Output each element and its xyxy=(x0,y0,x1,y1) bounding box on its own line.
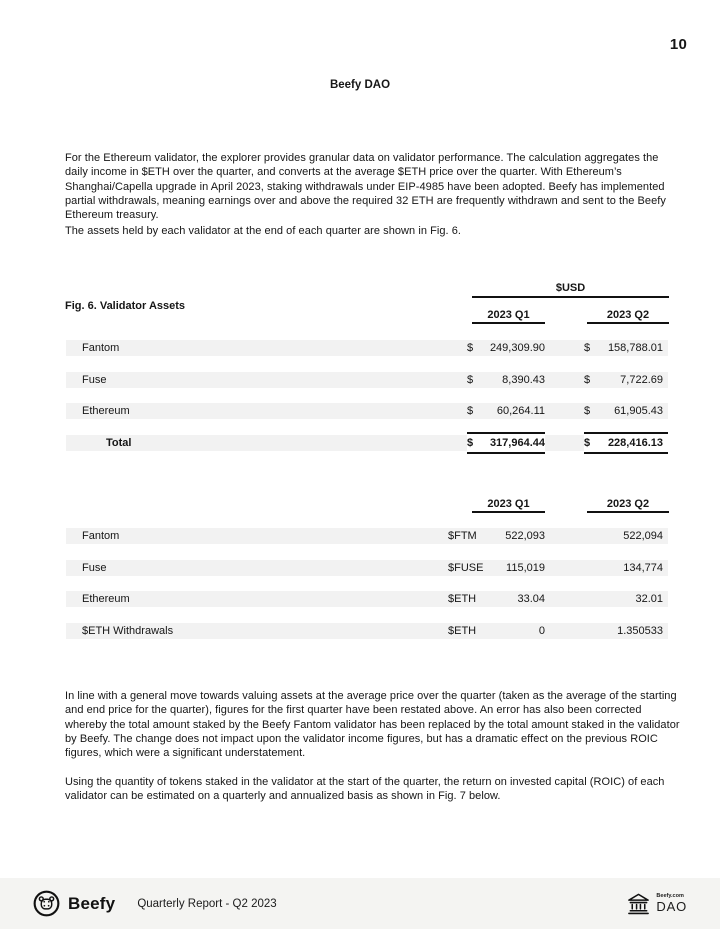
table-row-fantom xyxy=(66,340,668,356)
currency-symbol: $ xyxy=(584,436,591,449)
fig6-usd-table xyxy=(66,340,668,466)
token-symbol: $FTM xyxy=(448,530,477,542)
q2-value: 61,905.43 xyxy=(614,405,663,417)
currency-symbol: $ xyxy=(584,405,591,417)
fig6-column-header-2023-q2: 2023 Q2 xyxy=(587,309,669,324)
row-label: Fantom xyxy=(82,530,120,542)
q1-total-cell xyxy=(467,432,545,454)
q2-value: 134,774 xyxy=(623,561,663,574)
row-label: Fantom xyxy=(82,342,120,354)
page-number: 10 xyxy=(669,36,687,53)
dao-wordmark xyxy=(656,894,687,914)
row-label: Ethereum xyxy=(82,405,130,417)
table-row-fuse xyxy=(66,372,668,388)
q1-value: 115,019 xyxy=(506,561,545,574)
q2-total-value: 228,416.13 xyxy=(607,436,663,449)
dao-label: DAO xyxy=(656,899,687,915)
token-quantity-table xyxy=(66,528,668,654)
document-title: Beefy DAO xyxy=(329,79,391,91)
q1-value: 33.04 xyxy=(517,593,545,605)
paragraph-assets-intro: The assets held by each validator at the end of each quarter are shown in Fig. 6. xyxy=(65,225,462,237)
total-label: Total xyxy=(106,436,132,449)
q1-value: 522,093 xyxy=(505,530,545,542)
q1-value: 60,264.11 xyxy=(496,405,545,417)
q2-cell xyxy=(584,405,668,417)
row-label: $ETH Withdrawals xyxy=(82,624,174,637)
footer-brand-name: Beefy xyxy=(68,893,116,913)
table-row-ethereum xyxy=(66,403,668,419)
page-footer xyxy=(0,878,720,929)
q1-cell xyxy=(467,405,545,417)
q1-cell xyxy=(467,342,545,354)
currency-symbol: $ xyxy=(467,405,474,417)
currency-symbol: $ xyxy=(467,373,474,386)
q1-value: 0 xyxy=(538,624,545,637)
fig6-caption: Fig. 6. Validator Assets xyxy=(65,300,186,312)
q1-total-value: 317,964.44 xyxy=(489,436,545,449)
table-row-ethereum-tokens xyxy=(66,591,668,607)
table-row-fuse-tokens xyxy=(66,560,668,576)
q1-cell xyxy=(467,374,545,386)
q1-value: 249,309.90 xyxy=(489,342,545,354)
currency-symbol: $ xyxy=(584,342,591,354)
q2-value: 158,788.01 xyxy=(607,342,663,354)
q2-cell xyxy=(584,374,668,386)
table-row-eth-withdrawals xyxy=(66,623,668,639)
token-symbol: $ETH xyxy=(448,624,477,637)
table-row-fantom-tokens xyxy=(66,528,668,544)
fig6-usd-group-header: $USD xyxy=(472,282,669,298)
q2-cell xyxy=(584,342,668,354)
dao-bank-icon xyxy=(626,892,651,916)
q2-value: 32.01 xyxy=(635,593,663,605)
currency-symbol: $ xyxy=(467,342,474,354)
q2-value: 1.350533 xyxy=(617,624,663,637)
footer-brand-group xyxy=(33,890,277,917)
paragraph-validator-performance: For the Ethereum validator, the explorer provides granular data on validator performance. The calculation aggregates the daily income in $ETH over the quarter, and converts at the average $ETH price over the quarter. With Ethereum’s Shanghai/Capella upgrade in April 2023, staking withdrawals under EIP-4985 have been adopted. Beefy has implemented partial withdrawals, meaning earnings over and above the required 32 ETH are frequently withdrawn and sent to the Beefy Ethereum treasury. xyxy=(65,152,666,222)
token-symbol: $FUSE xyxy=(448,561,484,574)
row-label: Fuse xyxy=(82,561,107,574)
footer-report-title: Quarterly Report - Q2 2023 xyxy=(137,897,277,910)
footer-dao-group xyxy=(626,892,687,916)
fig6-column-header-2023-q1: 2023 Q1 xyxy=(472,309,545,324)
token-symbol: $ETH xyxy=(448,593,477,605)
dao-site-label: Beefy.com xyxy=(656,892,684,899)
token-table-column-header-2023-q2: 2023 Q2 xyxy=(587,498,669,513)
table-row-total xyxy=(66,435,668,451)
q1-value: 8,390.43 xyxy=(502,373,545,386)
q2-value: 7,722.69 xyxy=(620,373,663,386)
row-label: Fuse xyxy=(82,373,107,386)
beefy-cow-logo-icon xyxy=(33,890,60,917)
currency-symbol: $ xyxy=(467,436,474,449)
q2-value: 522,094 xyxy=(623,530,663,542)
paragraph-restatement: In line with a general move towards valuing assets at the average price over the quarter (taken as the average of the starting and end price for the quarter), figures for the first quarter have been restated above. An error has also been corrected whereby the total amount staked by the Beefy Fantom validator has been replaced by the total amount staked in the validator by Beefy. The change does not impact upon the validator income figures, but has a dramatic effect on the previous ROIC figures, which were a significant understatement. xyxy=(65,690,680,760)
token-table-column-header-2023-q1: 2023 Q1 xyxy=(472,498,545,513)
paragraph-roic-intro: Using the quantity of tokens staked in the validator at the start of the quarter, the return on invested capital (ROIC) of each validator can be estimated on a quarterly and annualized basis as shown in Fig. 7 below. xyxy=(65,776,665,803)
currency-symbol: $ xyxy=(584,373,591,386)
q2-total-cell xyxy=(584,432,668,454)
row-label: Ethereum xyxy=(82,593,130,605)
